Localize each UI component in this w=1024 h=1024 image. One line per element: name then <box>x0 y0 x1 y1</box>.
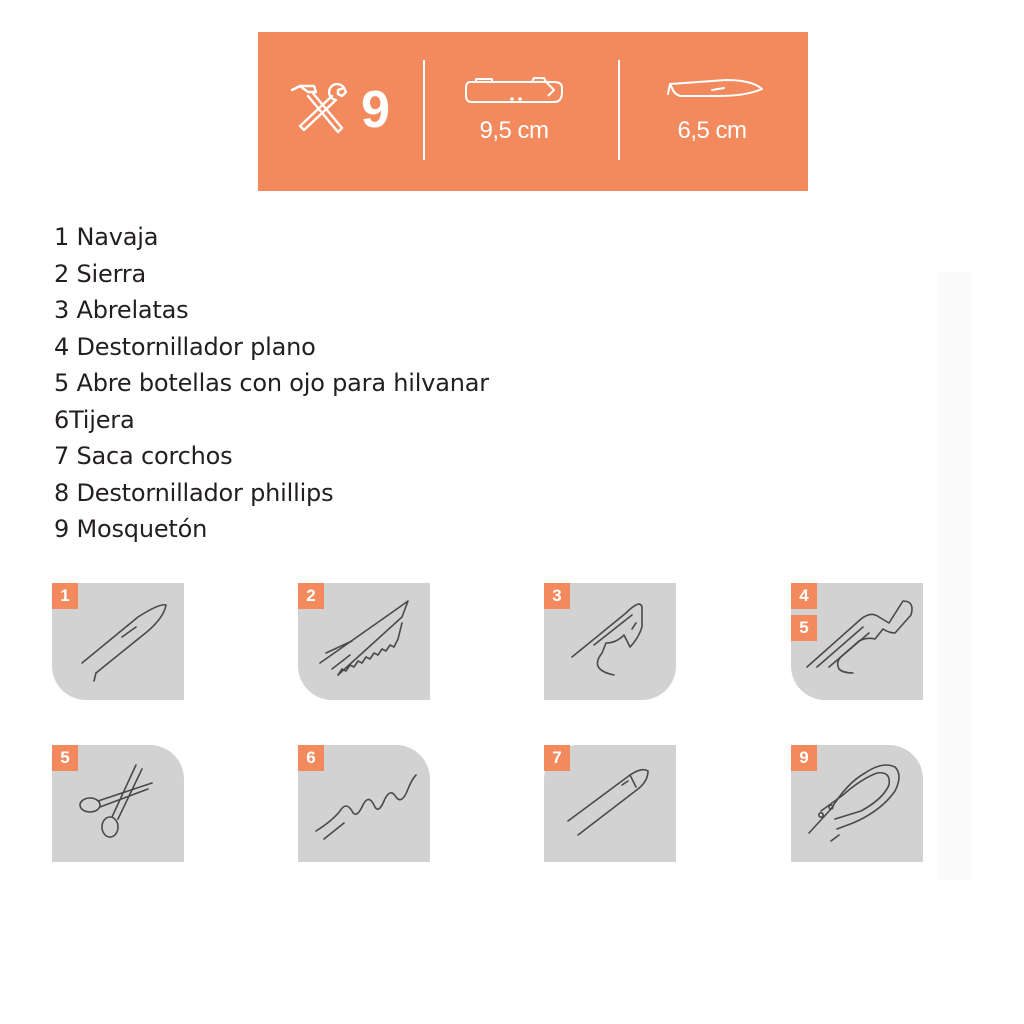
corkscrew-icon <box>298 745 430 862</box>
list-item: 9 Mosquetón <box>54 515 208 543</box>
list-item: 3 Abrelatas <box>54 296 189 324</box>
tool-tile <box>791 745 923 862</box>
list-item: 8 Destornillador phillips <box>54 478 334 507</box>
tile-badge: 9 <box>791 745 817 771</box>
tool-tile <box>544 745 676 862</box>
screwdriver-bottle-opener-icon <box>791 583 923 700</box>
tool-tile <box>52 745 184 862</box>
list-item: 4 Destornillador plano <box>54 332 316 361</box>
saw-icon <box>298 583 430 700</box>
list-item: 1 Navaja <box>54 223 159 251</box>
tile-badge-secondary: 5 <box>791 615 817 641</box>
tile-badge: 1 <box>52 583 78 609</box>
tool-count: 9 <box>361 81 390 139</box>
phillips-screwdriver-icon <box>544 745 676 862</box>
tile-badge: 2 <box>298 583 324 609</box>
tile-badge: 5 <box>52 745 78 771</box>
tool-tile <box>298 745 430 862</box>
feature-list <box>54 219 489 548</box>
banner-divider <box>423 60 425 160</box>
tool-tile <box>298 583 430 700</box>
closed-length: 9,5 cm <box>479 117 549 144</box>
tool-tile <box>52 583 184 700</box>
closed-knife-icon <box>462 74 566 108</box>
tools-icon <box>286 78 356 138</box>
tool-tile <box>544 583 676 700</box>
can-opener-icon <box>544 583 676 700</box>
scissors-icon <box>52 745 184 862</box>
list-item: 7 Saca corchos <box>54 442 233 470</box>
side-strip <box>938 272 972 880</box>
specs-banner <box>258 32 808 191</box>
list-item: 2 Sierra <box>54 259 146 288</box>
list-item: 6Tijera <box>54 405 135 434</box>
knife-blade-icon <box>52 583 184 700</box>
banner-divider-2 <box>618 60 620 160</box>
blade-length: 6,5 cm <box>677 117 747 144</box>
blade-icon <box>666 74 766 104</box>
tile-badge: 4 <box>791 583 817 609</box>
list-item: 5 Abre botellas con ojo para hilvanar <box>54 369 489 397</box>
tile-badge: 6 <box>298 745 324 771</box>
carabiner-icon <box>791 745 923 862</box>
tile-badge: 3 <box>544 583 570 609</box>
tile-badge: 7 <box>544 745 570 771</box>
tool-tile <box>791 583 923 700</box>
